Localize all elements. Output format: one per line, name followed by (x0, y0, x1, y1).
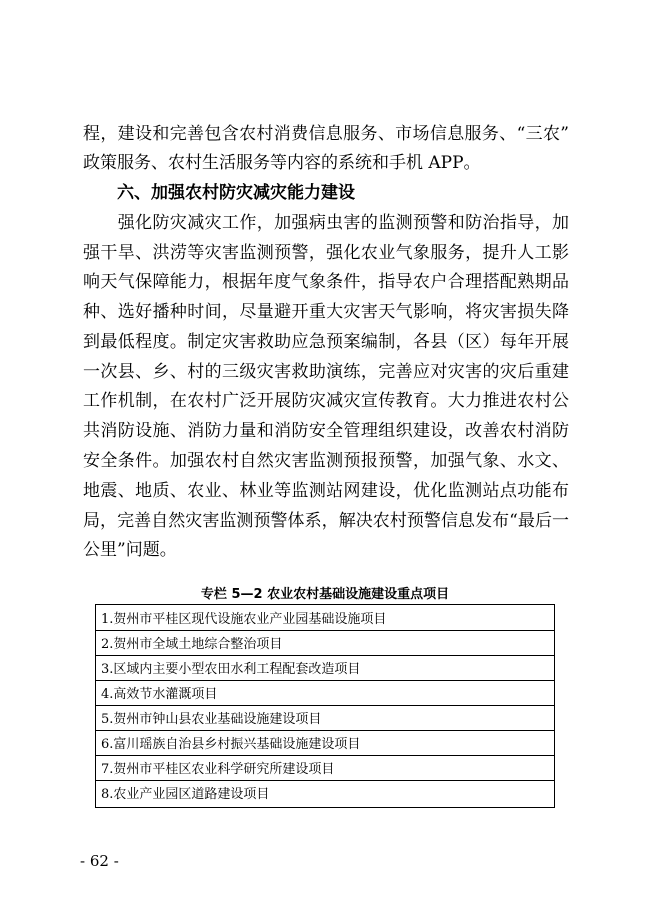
box-divider (96, 655, 554, 656)
box-divider (96, 705, 554, 706)
box-divider (96, 755, 554, 756)
box-divider (96, 730, 554, 731)
project-box (95, 604, 555, 808)
paragraph-line: 工作机制，在农村广泛开展防灾减灾宣传教育。大力推进农村公 (83, 391, 569, 411)
project-item: 5.贺州市钟山县农业基础设施建设项目 (101, 712, 322, 727)
body-line-1: 程，建设和完善包含农村消费信息服务、市场信息服务、“三农” (83, 124, 569, 144)
paragraph-line: 响天气保障能力，根据年度气象条件，指导农户合理搭配熟期品 (83, 272, 569, 292)
project-item: 1.贺州市平桂区现代设施农业产业园基础设施项目 (101, 612, 387, 627)
paragraph-line: 强化防灾减灾工作，加强病虫害的监测预警和防治指导，加 (83, 213, 569, 233)
box-divider (96, 630, 554, 631)
box-divider (96, 780, 554, 781)
box-title: 专栏 5—2 农业农村基础设施建设重点项目 (200, 587, 450, 602)
paragraph-line: 安全条件。加强农村自然灾害监测预报预警，加强气象、水文、 (83, 451, 569, 471)
project-item: 7.贺州市平桂区农业科学研究所建设项目 (101, 762, 335, 777)
section-heading: 六、加强农村防灾减灾能力建设 (117, 183, 355, 203)
paragraph-line: 公里”问题。 (83, 540, 177, 560)
paragraph-line: 局，完善自然灾害监测预警体系，解决农村预警信息发布“最后一 (83, 511, 569, 531)
paragraph-line: 共消防设施、消防力量和消防安全管理组织建设，改善农村消防 (83, 421, 569, 441)
project-item: 6.富川瑶族自治县乡村振兴基础设施建设项目 (101, 737, 361, 752)
project-item: 8.农业产业园区道路建设项目 (101, 787, 270, 802)
project-item: 3.区域内主要小型农田水利工程配套改造项目 (101, 662, 361, 677)
paragraph-line: 到最低程度。制定灾害救助应急预案编制，各县（区）每年开展 (83, 332, 569, 352)
box-divider (96, 680, 554, 681)
project-item: 2.贺州市全域土地综合整治项目 (101, 637, 283, 652)
paragraph-line: 强干旱、洪涝等灾害监测预警，强化农业气象服务，提升人工影 (83, 243, 569, 263)
project-item: 4.高效节水灌溉项目 (101, 687, 218, 702)
paragraph-line: 地震、地质、农业、林业等监测站网建设，优化监测站点功能布 (83, 481, 569, 501)
body-line-2: 政策服务、农村生活服务等内容的系统和手机 APP。 (83, 153, 481, 173)
page-number: - 62 - (80, 852, 119, 870)
paragraph-line: 一次县、乡、村的三级灾害救助演练，完善应对灾害的灾后重建 (83, 362, 569, 382)
paragraph-line: 种、选好播种时间，尽量避开重大灾害天气影响，将灾害损失降 (83, 302, 569, 322)
